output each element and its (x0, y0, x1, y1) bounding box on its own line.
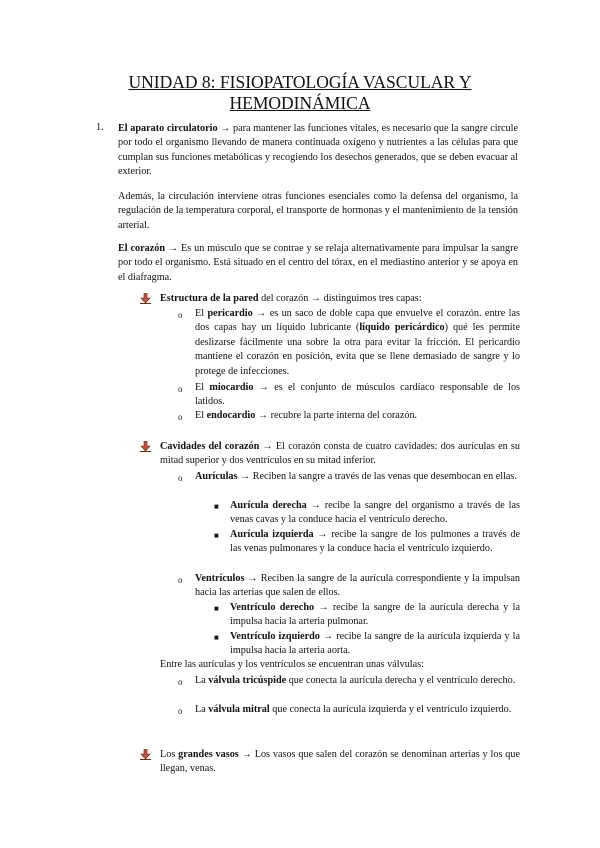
item-atria (195, 470, 520, 484)
item-right-atrium (230, 499, 520, 528)
text: del corazón → distinguimos tres capas: (258, 293, 422, 304)
text: Los (160, 749, 179, 760)
circle-bullet-icon: o (178, 575, 183, 585)
text: La (195, 704, 209, 715)
text: El (195, 308, 208, 319)
item-left-ventricle (230, 630, 520, 659)
valves-intro: Entre las aurículas y los ventrículos se encuentran unas válvulas: (160, 659, 424, 670)
item-ventricles (195, 572, 520, 601)
paragraph-heart (118, 242, 518, 285)
term: Aurícula derecha (230, 500, 307, 511)
circle-bullet-icon: o (178, 384, 183, 394)
circle-bullet-icon: o (178, 310, 183, 320)
title-line-2: HEMODINÁMICA (229, 93, 371, 113)
item-endocardium (195, 409, 520, 423)
term: válvula tricúspide (208, 675, 287, 686)
circle-bullet-icon: o (178, 677, 183, 687)
term: Aurícula izquierda (230, 529, 314, 540)
term: válvula mitral (208, 704, 270, 715)
term: Aurículas (195, 471, 238, 482)
text: ) qué les permite deslizarse fácilmente una sobre la otra para evitar la fricción. El pericardio mantiene el corazón en posición, evita que se llene demasiado de sangre y lo protege de infecciones. (195, 322, 520, 377)
text: → recibe la sangre de la aurícula izquierda y la impulsa hacia la arteria aorta. (230, 631, 520, 657)
paragraph-circulatory-system (118, 122, 518, 180)
square-bullet-icon: ■ (214, 604, 219, 613)
term: Ventrículo derecho (230, 602, 315, 613)
page-title (120, 72, 480, 114)
arrow-bullet-icon (140, 293, 152, 305)
paragraph-circulation-functions: Además, la circulación interviene otras funciones esenciales como la defensa del organismo, la regulación de la temperatura corporal, el transporte de hormonas y el mantenimiento de la tensión arterial. (118, 191, 518, 231)
text: La (195, 675, 209, 686)
item-left-atrium (230, 528, 520, 557)
text: → Es un músculo que se contrae y se relaja alternativamente para impulsar la sangre por todo el organismo. Está situado en el centro del tórax, en el mediastino anterior y se apoya en el diafragma. (118, 243, 518, 283)
term: líquido pericárdico (359, 322, 445, 334)
circle-bullet-icon: o (178, 412, 183, 422)
text: → recibe la sangre de los pulmones a través de las venas pulmonares y la conduce hacia el ventrículo izquierdo. (230, 529, 520, 555)
term-circulatory-system: El aparato circulatorio (118, 123, 218, 134)
text: → recibe la sangre de la aurícula derecha y la impulsa hacia la arteria pulmonar. (230, 602, 520, 628)
text: El (195, 410, 207, 421)
heading-wall-structure (160, 292, 520, 306)
text: → Los vasos que salen del corazón se denominan arterias y los que llegan, venas. (160, 749, 520, 775)
text: → Reciben la sangre a través de las venas que desembocan en ellas. (237, 471, 517, 482)
term: Ventrículo izquierdo (230, 631, 320, 642)
item-myocardium (195, 381, 520, 410)
arrow-bullet-icon (140, 749, 152, 761)
text: → para mantener las funciones vitales, es necesario que la sangre circule por todo el organismo llevando de manera continuada oxígeno y nutrientes a las células para que cumplan sus funciones metabólicas y recogiendo los desechos generados, que se deben evacuar al exterior. (118, 123, 518, 178)
text: El (195, 382, 210, 393)
item-tricuspid-valve (195, 674, 520, 688)
square-bullet-icon: ■ (214, 502, 219, 511)
term: pericardio (207, 308, 253, 319)
square-bullet-icon: ■ (214, 633, 219, 642)
term-wall-structure: Estructura de la pared (160, 293, 259, 304)
text: → El corazón consta de cuatro cavidades: dos aurículas en su mitad superior y dos ventrículos en su mitad inferior. (160, 441, 520, 467)
text: que conecta la aurícula izquierda y el ventrículo izquierdo. (269, 704, 512, 715)
term-heart: El corazón (118, 243, 166, 254)
square-bullet-icon: ■ (214, 531, 219, 540)
term: Ventrículos (195, 573, 245, 584)
list-number: 1. (96, 122, 104, 133)
circle-bullet-icon: o (178, 473, 183, 483)
term: endocardio (206, 410, 256, 421)
term: grandes vasos (178, 749, 239, 760)
heading-heart-cavities (160, 440, 520, 469)
text: → es el conjunto de músculos cardíaco responsable de los latidos. (195, 382, 520, 408)
arrow-bullet-icon (140, 441, 152, 453)
text: → es un saco de doble capa que envuelve el corazón. entre las dos capas hay un líquido lubricante ( (195, 308, 520, 334)
text: → recibe la sangre del organismo a través de las venas cavas y la conduce hacia el ventrículo derecho. (230, 500, 520, 526)
item-right-ventricle (230, 601, 520, 630)
text: → recubre la parte interna del corazón. (255, 410, 418, 421)
item-pericardium (195, 307, 520, 379)
item-great-vessels (160, 748, 520, 777)
text: → Reciben la sangre de la aurícula correspondiente y la impulsan hacia las arterias que salen de ellos. (195, 573, 520, 599)
item-mitral-valve (195, 703, 520, 717)
title-line-1: UNIDAD 8: FISIOPATOLOGÍA VASCULAR Y (128, 72, 472, 92)
term-heart-cavities: Cavidades del corazón (160, 441, 260, 452)
term: miocardio (209, 382, 254, 393)
circle-bullet-icon: o (178, 706, 183, 716)
text: que conecta la aurícula derecha y el ventrículo derecho. (286, 675, 516, 686)
